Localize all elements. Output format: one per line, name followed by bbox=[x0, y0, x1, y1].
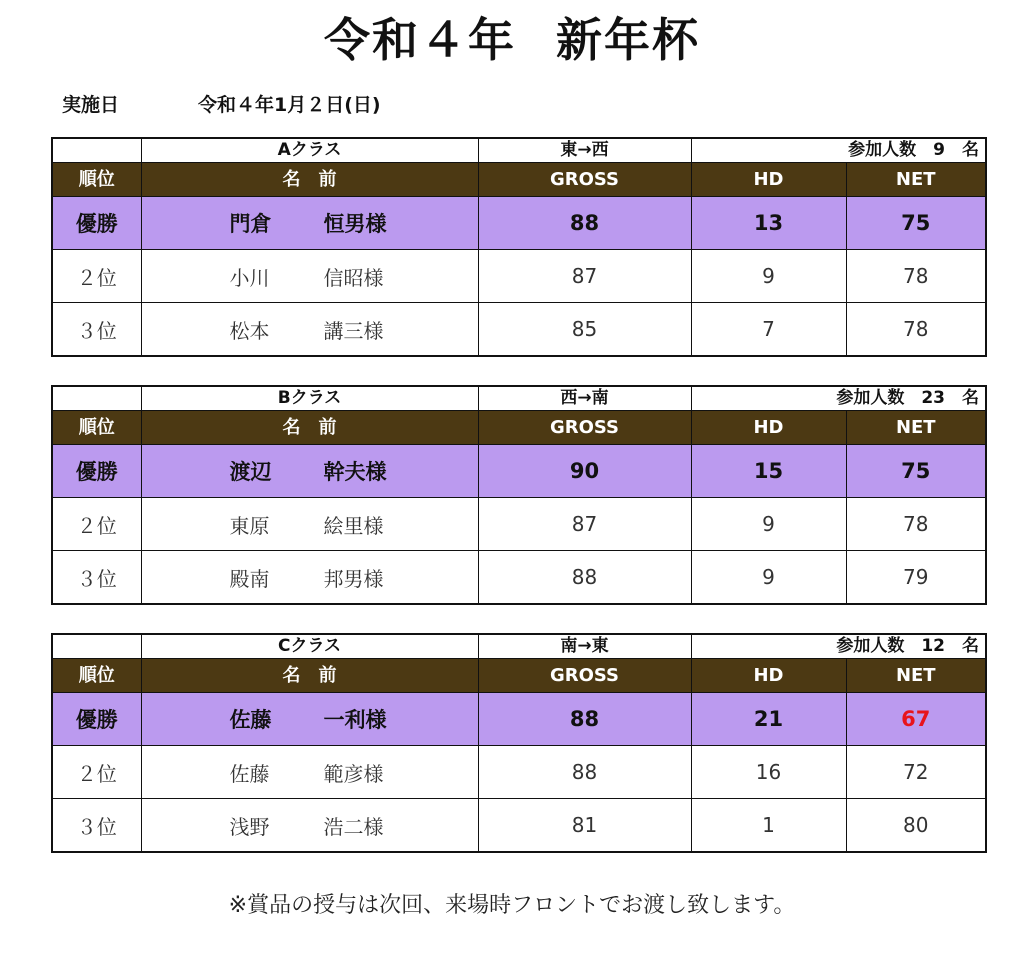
net-cell: 78 bbox=[846, 498, 986, 551]
rank-cell: 優勝 bbox=[52, 197, 141, 250]
net-cell: 75 bbox=[846, 197, 986, 250]
participant-count: 参加人数 23 名 bbox=[691, 386, 986, 411]
given-name: 幹夫様 bbox=[323, 460, 387, 484]
rank-cell: ２位 bbox=[52, 746, 141, 799]
class-a-results-table bbox=[51, 137, 987, 357]
gross-cell: 81 bbox=[478, 799, 691, 853]
header-name: 名 前 bbox=[141, 163, 478, 197]
family-name: 佐藤 bbox=[229, 708, 272, 732]
table-row bbox=[52, 799, 986, 853]
header-hd: HD bbox=[691, 659, 846, 693]
net-cell: 72 bbox=[846, 746, 986, 799]
net-cell: 78 bbox=[846, 250, 986, 303]
rank-cell: ３位 bbox=[52, 303, 141, 357]
given-name: 邦男様 bbox=[323, 566, 384, 591]
family-name: 佐藤 bbox=[229, 761, 270, 786]
rank-cell: 優勝 bbox=[52, 693, 141, 746]
header-net: NET bbox=[846, 411, 986, 445]
gross-cell: 85 bbox=[478, 303, 691, 357]
name-cell bbox=[141, 551, 478, 605]
header-net: NET bbox=[846, 659, 986, 693]
given-name: 講三様 bbox=[323, 318, 384, 343]
class-b-results-table bbox=[51, 385, 987, 605]
header-hd: HD bbox=[691, 163, 846, 197]
rank-cell: ２位 bbox=[52, 498, 141, 551]
hd-cell: 16 bbox=[691, 746, 846, 799]
table-row bbox=[52, 250, 986, 303]
rank-cell: ２位 bbox=[52, 250, 141, 303]
net-cell-highlighted: 67 bbox=[846, 693, 986, 746]
family-name: 殿南 bbox=[229, 566, 270, 591]
prize-notice: ※賞品の授与は次回、来場時フロントでお渡し致します。 bbox=[228, 893, 796, 918]
title-main: 令和４年 bbox=[324, 13, 516, 67]
name-cell bbox=[141, 445, 478, 498]
table-row bbox=[52, 498, 986, 551]
gross-cell: 88 bbox=[478, 551, 691, 605]
gross-cell: 88 bbox=[478, 693, 691, 746]
course-direction: 南→東 bbox=[478, 634, 691, 659]
given-name: 絵里様 bbox=[323, 513, 384, 538]
hd-cell: 15 bbox=[691, 445, 846, 498]
name-cell bbox=[141, 746, 478, 799]
header-rank: 順位 bbox=[52, 411, 141, 445]
header-net: NET bbox=[846, 163, 986, 197]
participant-count: 参加人数 12 名 bbox=[691, 634, 986, 659]
header-rank: 順位 bbox=[52, 163, 141, 197]
family-name: 浅野 bbox=[229, 814, 270, 839]
family-name: 門倉 bbox=[229, 212, 272, 236]
name-cell bbox=[141, 303, 478, 357]
hd-cell: 9 bbox=[691, 250, 846, 303]
hd-cell: 9 bbox=[691, 551, 846, 605]
hd-cell: 1 bbox=[691, 799, 846, 853]
table-row bbox=[52, 746, 986, 799]
header-rank: 順位 bbox=[52, 659, 141, 693]
class-info-row bbox=[52, 386, 986, 411]
hd-cell: 13 bbox=[691, 197, 846, 250]
column-header-row bbox=[52, 659, 986, 693]
family-name: 渡辺 bbox=[229, 460, 272, 484]
title-sub: 新年杯 bbox=[556, 13, 700, 67]
family-name: 小川 bbox=[229, 265, 270, 290]
net-cell: 78 bbox=[846, 303, 986, 357]
gross-cell: 87 bbox=[478, 250, 691, 303]
net-cell: 79 bbox=[846, 551, 986, 605]
class-c-results-table bbox=[51, 633, 987, 853]
hd-cell: 21 bbox=[691, 693, 846, 746]
class-name: Aクラス bbox=[141, 138, 478, 163]
given-name: 恒男様 bbox=[323, 212, 387, 236]
winner-row bbox=[52, 445, 986, 498]
hd-cell: 9 bbox=[691, 498, 846, 551]
winner-row bbox=[52, 197, 986, 250]
event-date-value: 令和４年1月２日(日) bbox=[198, 94, 381, 116]
table-row bbox=[52, 303, 986, 357]
rank-cell: ３位 bbox=[52, 551, 141, 605]
name-cell bbox=[141, 693, 478, 746]
given-name: 範彦様 bbox=[323, 761, 384, 786]
hd-cell: 7 bbox=[691, 303, 846, 357]
event-date bbox=[62, 92, 381, 118]
rank-cell: ３位 bbox=[52, 799, 141, 853]
class-info-row bbox=[52, 634, 986, 659]
header-hd: HD bbox=[691, 411, 846, 445]
event-date-label: 実施日 bbox=[62, 94, 120, 116]
column-header-row bbox=[52, 163, 986, 197]
name-cell bbox=[141, 498, 478, 551]
participant-count: 参加人数 9 名 bbox=[691, 138, 986, 163]
page-title bbox=[0, 8, 1024, 72]
course-direction: 西→南 bbox=[478, 386, 691, 411]
given-name: 浩二様 bbox=[323, 814, 384, 839]
net-cell: 80 bbox=[846, 799, 986, 853]
header-name: 名 前 bbox=[141, 659, 478, 693]
name-cell bbox=[141, 197, 478, 250]
family-name: 松本 bbox=[229, 318, 270, 343]
given-name: 信昭様 bbox=[323, 265, 384, 290]
gross-cell: 88 bbox=[478, 197, 691, 250]
table-row bbox=[52, 551, 986, 605]
header-gross: GROSS bbox=[478, 163, 691, 197]
class-info-row bbox=[52, 138, 986, 163]
column-header-row bbox=[52, 411, 986, 445]
gross-cell: 88 bbox=[478, 746, 691, 799]
gross-cell: 87 bbox=[478, 498, 691, 551]
header-name: 名 前 bbox=[141, 411, 478, 445]
class-name: Bクラス bbox=[141, 386, 478, 411]
net-cell: 75 bbox=[846, 445, 986, 498]
header-gross: GROSS bbox=[478, 659, 691, 693]
given-name: 一利様 bbox=[323, 708, 387, 732]
gross-cell: 90 bbox=[478, 445, 691, 498]
course-direction: 東→西 bbox=[478, 138, 691, 163]
rank-cell: 優勝 bbox=[52, 445, 141, 498]
header-gross: GROSS bbox=[478, 411, 691, 445]
name-cell bbox=[141, 250, 478, 303]
winner-row bbox=[52, 693, 986, 746]
name-cell bbox=[141, 799, 478, 853]
family-name: 東原 bbox=[229, 513, 270, 538]
class-name: Cクラス bbox=[141, 634, 478, 659]
